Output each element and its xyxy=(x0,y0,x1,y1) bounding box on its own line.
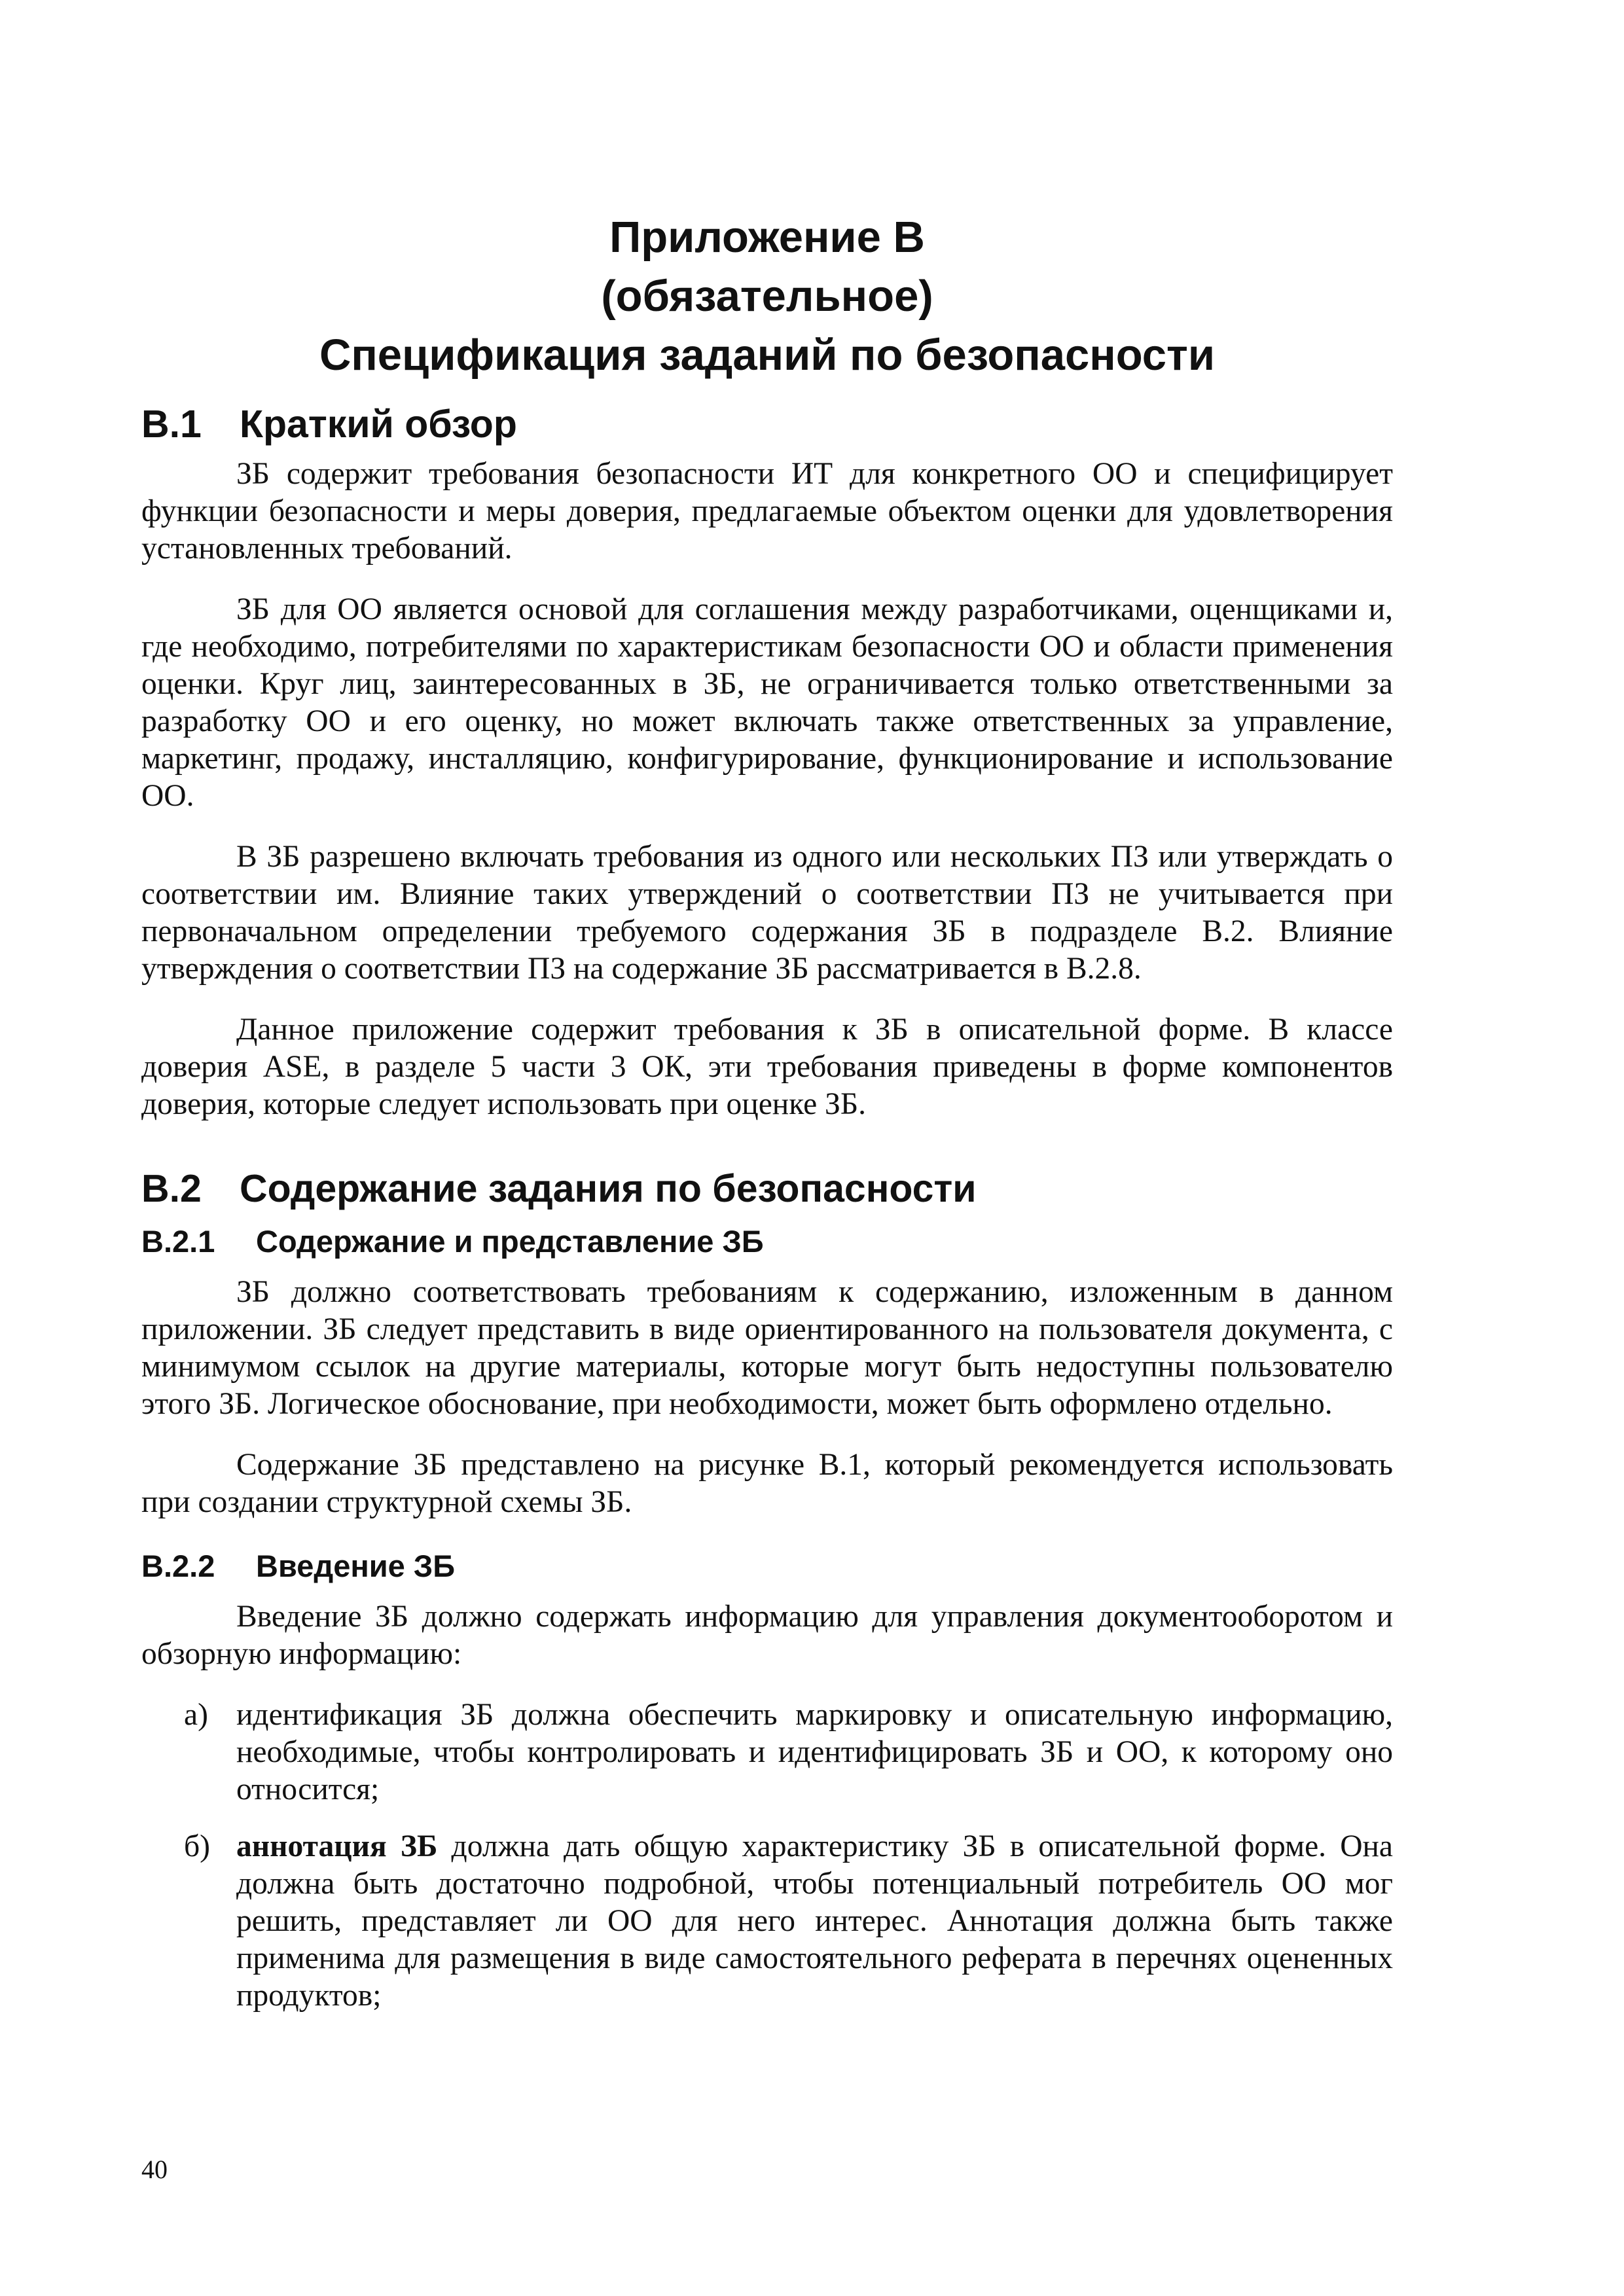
subsection-heading-b21 xyxy=(141,1220,1393,1263)
section-number: В.2 xyxy=(141,1167,202,1210)
list-item xyxy=(141,1696,1393,1808)
subsection-title: Введение ЗБ xyxy=(256,1549,456,1583)
list-marker: б) xyxy=(184,1829,210,1863)
page-content xyxy=(141,208,1393,2034)
paragraph: ЗБ должно соответствовать требованиям к содержанию, изложенным в данном приложении. ЗБ следует представить в виде ориентированного на пользователя документа, с минимумом ссылок на другие материалы, которые могут быть недоступны пользователю этого ЗБ. Логическое обоснование, при необходимости, может быть оформлено отдельно. xyxy=(141,1275,1393,1421)
section-title: Содержание задания по безопасности xyxy=(240,1167,977,1210)
section-title: Краткий обзор xyxy=(240,403,517,446)
subsection-number: В.2.1 xyxy=(141,1224,215,1259)
paragraph: Введение ЗБ должно содержать информацию для управления документооборотом и обзорную информацию: xyxy=(141,1600,1393,1671)
paragraph: Содержание ЗБ представлено на рисунке В.1, который рекомендуется использовать при создании структурной схемы ЗБ. xyxy=(141,1448,1393,1519)
appendix-title xyxy=(141,208,1393,385)
list-item-text: идентификация ЗБ должна обеспечить маркировку и описательную информацию, необходимые, чтобы контролировать и идентифицировать ЗБ и ОО, к которому оно относится; xyxy=(236,1698,1393,1806)
list-marker: а) xyxy=(184,1698,208,1732)
paragraph: В ЗБ разрешено включать требования из одного или нескольких ПЗ или утверждать о соответствии им. Влияние таких утверждений о соответствии ПЗ не учитывается при первоначальном определении требуемого содержания ЗБ в подразделе В.2. Влияние утверждения о соответствии ПЗ на содержание ЗБ рассматривается в В.2.8. xyxy=(141,840,1393,986)
spacer xyxy=(141,1147,1393,1162)
appendix-title-line-3: Спецификация заданий по безопасности xyxy=(319,331,1216,380)
subsection-heading-b22 xyxy=(141,1545,1393,1588)
appendix-title-line-2: (обязательное) xyxy=(601,272,933,321)
subsection-number: В.2.2 xyxy=(141,1549,215,1583)
section-heading-b2 xyxy=(141,1162,1393,1215)
paragraph: ЗБ содержит требования безопасности ИТ для конкретного ОО и специфицирует функции безопасности и меры доверия, предлагаемые объектом оценки для удовлетворения установленных требований. xyxy=(141,457,1393,565)
list-item xyxy=(141,1828,1393,2015)
paragraph: ЗБ для ОО является основой для соглашения между разработчиками, оценщиками и, где необходимо, потребителями по характеристикам безопасности ОО и области применения оценки. Круг лиц, заинтересованных в ЗБ, не ограничивается только ответственными за разработку ОО и его оценку, но может включать также ответственных за управление, маркетинг, продажу, инсталляцию, конфигурирование, функционирование и использование ОО. xyxy=(141,592,1393,813)
subsection-title: Содержание и представление ЗБ xyxy=(256,1224,764,1259)
list-item-bold-term: аннотация ЗБ xyxy=(236,1829,438,1863)
list-item-text: должна дать общую характеристику ЗБ в описательной форме. Она должна быть достаточно подробной, чтобы потенциальный потребитель ОО мог решить, представляет ли ОО для него интерес. Аннотация должна быть также применима для размещения в виде самостоятельного реферата в перечнях оцененных продуктов; xyxy=(236,1829,1394,2013)
section-number: В.1 xyxy=(141,403,202,446)
appendix-title-line-1: Приложение В xyxy=(609,213,925,262)
page-number: 40 xyxy=(141,2155,168,2184)
paragraph: Данное приложение содержит требования к ЗБ в описательной форме. В классе доверия ASE, в разделе 5 части 3 ОК, эти требования приведены в форме компонентов доверия, которые следует использовать при оценке ЗБ. xyxy=(141,1013,1393,1121)
section-heading-b1 xyxy=(141,398,1393,450)
